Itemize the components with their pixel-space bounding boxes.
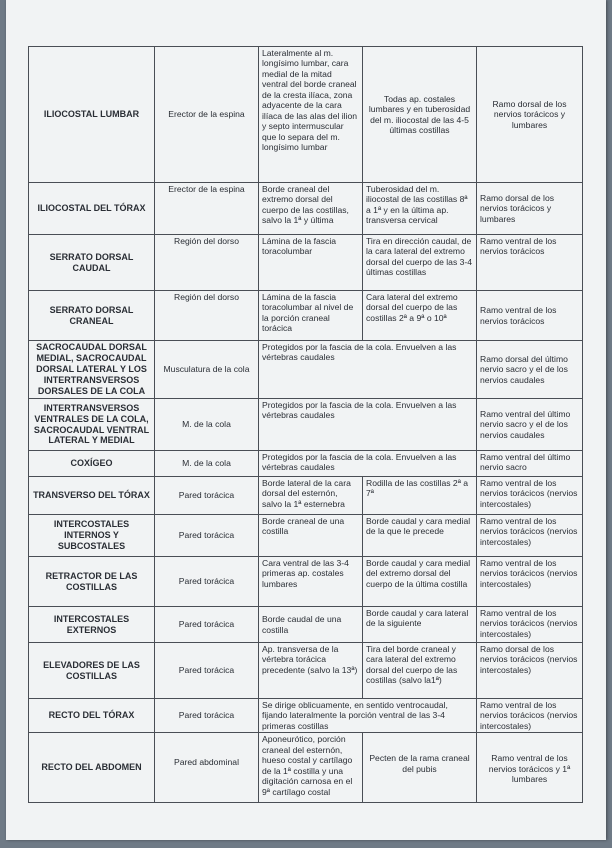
innervation-cell: Ramo ventral de los nervios torácicos (nervios intercostales) [477,477,583,515]
table-row [29,699,583,733]
region-cell: M. de la cola [155,451,259,477]
region-cell: Pared abdominal [155,733,259,803]
innervation-cell: Ramo ventral de los nervios torácicos (nervios intercostales) [477,515,583,557]
insertion-cell: Rodilla de las costillas 2ª a 7ª [363,477,477,515]
innervation-cell: Ramo ventral de los nervios torácicos [477,291,583,341]
region-cell: M. de la cola [155,399,259,451]
region-cell: Pared torácica [155,699,259,733]
innervation-cell: Ramo ventral de los nervios torácicos (nervios intercostales) [477,607,583,643]
origin-cell: Borde craneal de una costilla [259,515,363,557]
table-row [29,235,583,291]
region-cell: Erector de la espina [155,183,259,235]
origin-cell: Cara ventral de las 3-4 primeras ap. costales lumbares [259,557,363,607]
insertion-cell: Cara lateral del extremo dorsal del cuerpo de las costillas 2ª a 9ª o 10ª [363,291,477,341]
innervation-cell: Ramo dorsal de los nervios torácicos (nervios intercostales) [477,643,583,699]
origin-cell: Borde lateral de la cara dorsal del esternón, salvo la 1ª esternebra [259,477,363,515]
table-row [29,643,583,699]
merged-origin-insertion-cell: Protegidos por la fascia de la cola. Envuelven a las vértebras caudales [259,451,477,477]
muscle-name: RECTO DEL TÓRAX [29,699,155,733]
innervation-cell: Ramo ventral de los nervios torácicos y 1ª lumbares [477,733,583,803]
origin-cell: Lámina de la fascia toracolumbar [259,235,363,291]
innervation-cell: Ramo dorsal del último nervio sacro y el de los nervios caudales [477,341,583,399]
insertion-cell: Borde caudal y cara lateral de la siguiente [363,607,477,643]
insertion-cell: Borde caudal y cara medial de la que le precede [363,515,477,557]
innervation-cell: Ramo ventral de los nervios torácicos [477,235,583,291]
table-row [29,47,583,183]
muscle-name: SACROCAUDAL DORSAL MEDIAL, SACROCAUDAL DORSAL LATERAL Y LOS INTERTRANSVERSOS DORSALES DE LA COLA [29,341,155,399]
muscle-name: INTERCOSTALES INTERNOS Y SUBCOSTALES [29,515,155,557]
table-row [29,341,583,399]
origin-cell: Aponeurótico, porción craneal del esternón, hueso costal y cartílago de la 1ª costilla y una digitación carnosa en el 9ª cartílago costal [259,733,363,803]
muscle-name: SERRATO DORSAL CRANEAL [29,291,155,341]
insertion-cell: Tira en dirección caudal, de la cara lateral del extremo dorsal del cuerpo de las 3-4 últimas costillas [363,235,477,291]
origin-cell: Lateralmente al m. longísimo lumbar, cara medial de la mitad ventral del borde craneal de la cresta ilíaca, zona adyacente de la cara ilíaca de las alas del ilion y septo intermuscular que lo separa del m. longísimo lumbar [259,47,363,183]
region-cell: Pared torácica [155,643,259,699]
innervation-cell: Ramo ventral del último nervio sacro [477,451,583,477]
table-row [29,477,583,515]
origin-cell: Borde caudal de una costilla [259,607,363,643]
region-cell: Pared torácica [155,557,259,607]
muscle-name: ILIOCOSTAL LUMBAR [29,47,155,183]
region-cell: Pared torácica [155,477,259,515]
document-page [6,0,606,840]
origin-cell: Lámina de la fascia toracolumbar al nivel de la porción craneal torácica [259,291,363,341]
table-row [29,399,583,451]
merged-origin-insertion-cell: Se dirige oblicuamente, en sentido ventrocaudal, fijando lateralmente la porción ventral de las 3-4 primeras costillas [259,699,477,733]
muscle-name: RETRACTOR DE LAS COSTILLAS [29,557,155,607]
muscle-name: INTERCOSTALES EXTERNOS [29,607,155,643]
table-row [29,557,583,607]
muscle-name: TRANSVERSO DEL TÓRAX [29,477,155,515]
origin-cell: Ap. transversa de la vértebra torácica precedente (salvo la 13ª) [259,643,363,699]
muscle-name: INTERTRANSVERSOS VENTRALES DE LA COLA, SACROCAUDAL VENTRAL LATERAL Y MEDIAL [29,399,155,451]
muscle-name: SERRATO DORSAL CAUDAL [29,235,155,291]
region-cell: Erector de la espina [155,47,259,183]
table-row [29,451,583,477]
insertion-cell: Tira del borde craneal y cara lateral del extremo dorsal del cuerpo de las costillas (salvo la1ª) [363,643,477,699]
insertion-cell: Todas ap. costales lumbares y en tuberosidad del m. iliocostal de las 4-5 últimas costillas [363,47,477,183]
muscle-name: RECTO DEL ABDOMEN [29,733,155,803]
region-cell: Pared torácica [155,607,259,643]
region-cell: Región del dorso [155,291,259,341]
table-row [29,291,583,341]
region-cell: Región del dorso [155,235,259,291]
innervation-cell: Ramo ventral del último nervio sacro y el de los nervios caudales [477,399,583,451]
innervation-cell: Ramo dorsal de los nervios torácicos y lumbares [477,47,583,183]
innervation-cell: Ramo ventral de los nervios torácicos (nervios intercostales) [477,699,583,733]
merged-origin-insertion-cell: Protegidos por la fascia de la cola. Envuelven a las vértebras caudales [259,341,477,399]
innervation-cell: Ramo dorsal de los nervios torácicos y lumbares [477,183,583,235]
insertion-cell: Tuberosidad del m. iliocostal de las costillas 8ª a 1ª y en la última ap. transversa cervical [363,183,477,235]
table-row [29,733,583,803]
insertion-cell: Pecten de la rama craneal del pubis [363,733,477,803]
muscle-name: ELEVADORES DE LAS COSTILLAS [29,643,155,699]
table-row [29,183,583,235]
table-row [29,607,583,643]
insertion-cell: Borde caudal y cara medial del extremo dorsal del cuerpo de la última costilla [363,557,477,607]
region-cell: Pared torácica [155,515,259,557]
muscle-name: ILIOCOSTAL DEL TÓRAX [29,183,155,235]
table-row [29,515,583,557]
origin-cell: Borde craneal del extremo dorsal del cuerpo de las costillas, salvo la 1ª y última [259,183,363,235]
merged-origin-insertion-cell: Protegidos por la fascia de la cola. Envuelven a las vértebras caudales [259,399,477,451]
innervation-cell: Ramo ventral de los nervios torácicos (nervios intercostales) [477,557,583,607]
muscle-name: COXÍGEO [29,451,155,477]
muscle-table [28,46,583,803]
region-cell: Musculatura de la cola [155,341,259,399]
